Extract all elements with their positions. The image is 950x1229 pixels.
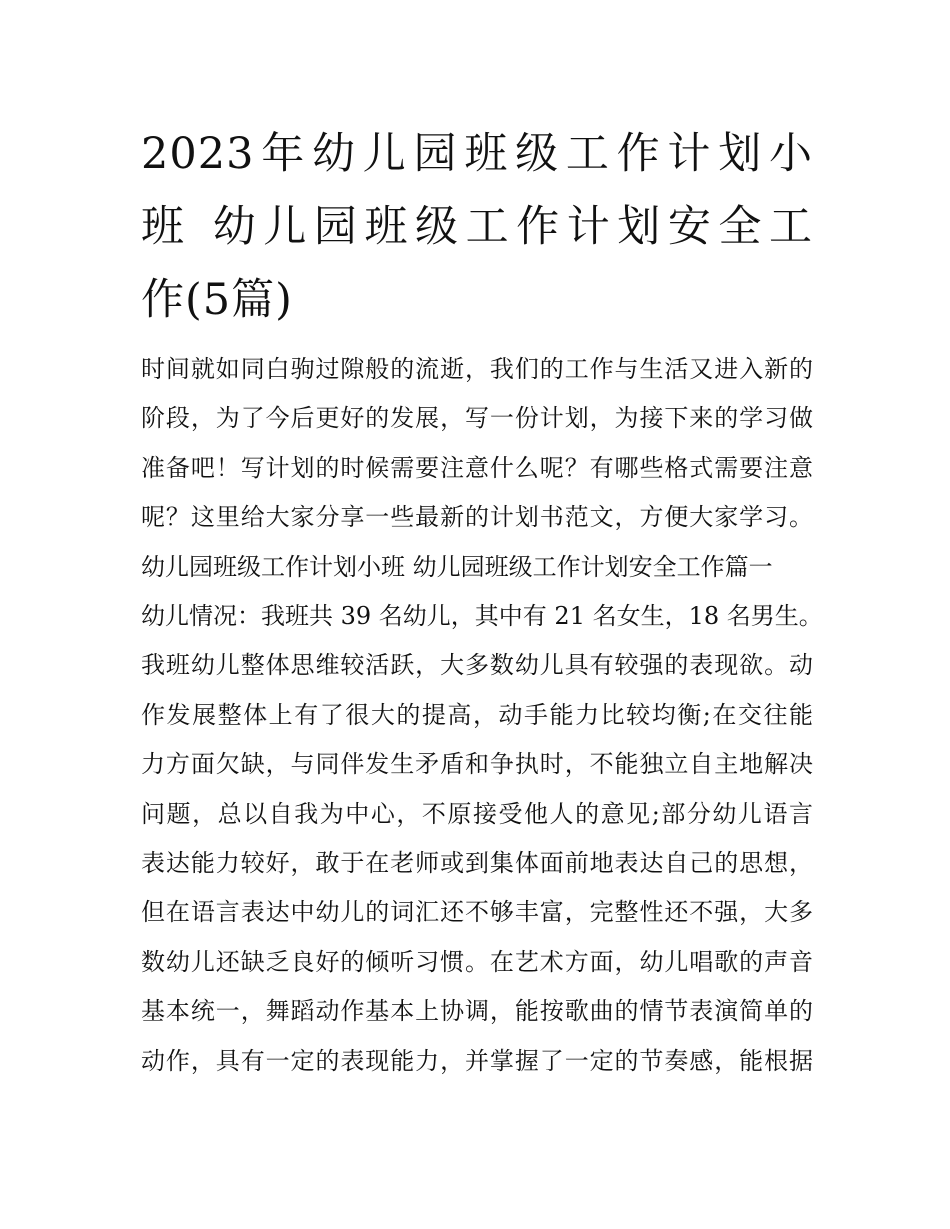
body-line-9: 基本统一，舞蹈动作基本上协调，能按歌曲的情节表演简单的 xyxy=(141,997,813,1026)
document-title xyxy=(141,118,813,337)
intro-line-4: 呢？这里给大家分享一些最新的计划书范文，方便大家学习。 xyxy=(141,503,813,532)
body-line-2: 我班幼儿整体思维较活跃，大多数幼儿具有较强的表现欲。动 xyxy=(141,651,813,680)
body-line-5: 问题，总以自我为中心，不原接受他人的意见;部分幼儿语言 xyxy=(141,799,813,828)
body-line-8: 数幼儿还缺乏良好的倾听习惯。在艺术方面，幼儿唱歌的声音 xyxy=(141,947,813,976)
body-line-1: 幼儿情况：我班共 39 名幼儿，其中有 21 名女生，18 名男生。 xyxy=(141,602,823,631)
title-line-1: 2023年幼儿园班级工作计划小 xyxy=(141,129,813,179)
title-line-2: 班 幼儿园班级工作计划安全工 xyxy=(141,202,813,252)
intro-line-1: 时间就如同白驹过隙般的流逝，我们的工作与生活又进入新的 xyxy=(141,355,813,383)
document-page xyxy=(141,118,823,1086)
section-heading-text: 幼儿园班级工作计划小班 幼儿园班级工作计划安全工作篇一 xyxy=(141,552,773,581)
body-line-3: 作发展整体上有了很大的提高，动手能力比较均衡;在交往能 xyxy=(141,700,813,729)
title-line-3: 作(5篇) xyxy=(141,275,293,325)
intro-paragraph xyxy=(141,345,813,543)
body-line-6: 表达能力较好，敢于在老师或到集体面前地表达自己的思想， xyxy=(141,849,813,878)
section-heading xyxy=(141,543,813,592)
body-line-10: 动作，具有一定的表现能力，并掌握了一定的节奏感，能根据 xyxy=(141,1046,813,1075)
intro-line-3: 准备吧！写计划的时候需要注意什么呢？有哪些格式需要注意 xyxy=(141,453,813,482)
body-line-7: 但在语言表达中幼儿的词汇还不够丰富，完整性还不强，大多 xyxy=(141,898,813,927)
intro-line-2: 阶段，为了今后更好的发展，写一份计划，为接下来的学习做 xyxy=(141,404,813,433)
body-paragraph xyxy=(141,592,823,1086)
body-line-4: 力方面欠缺，与同伴发生矛盾和争执时，不能独立自主地解决 xyxy=(141,750,813,779)
